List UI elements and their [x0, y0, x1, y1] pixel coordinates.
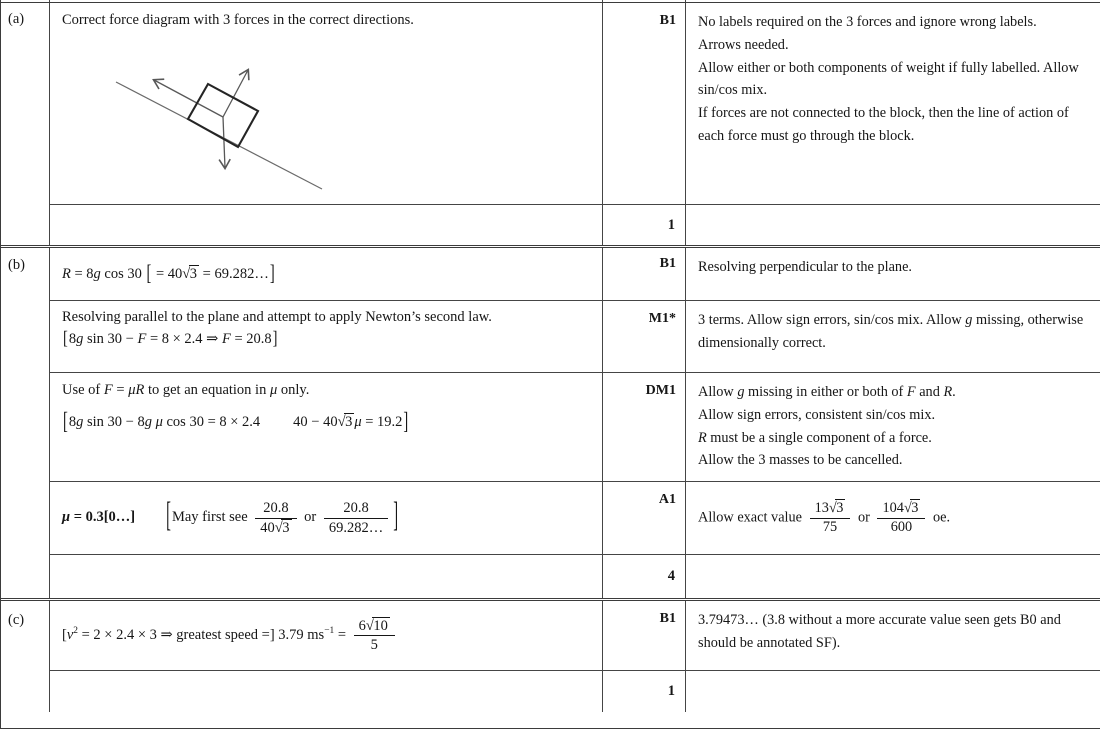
section-c: [1, 601, 1100, 712]
mark-c: B1: [603, 601, 686, 670]
comment-b4: Allow exact value $\frac{13√3}{75}$ or $\frac{104√3}{600}$ oe.: [686, 481, 1100, 554]
mark-b1: B1: [603, 248, 686, 300]
part-label-c: (c): [1, 601, 50, 712]
comment-b-total-empty: [686, 554, 1100, 598]
total-b: 4: [603, 554, 686, 598]
incline-line: [116, 82, 322, 189]
comment-c: 3.79473… (3.8 without a more accurate value seen gets B0 and should be annotated SF).: [698, 612, 1061, 651]
answer-b4: μ = 0.3[0…] [May first see $\frac{20.8}{40√3}$ or $\frac{20.8}{69.282\dots}$ ]: [50, 481, 603, 554]
answer-b-total-empty: [50, 554, 603, 598]
mark-a: B1: [603, 3, 686, 204]
part-label-b: (b): [1, 248, 50, 598]
block: [188, 84, 258, 147]
normal-reaction-arrow: [223, 70, 248, 117]
section-b: [1, 248, 1100, 598]
answer-c: [$v^2 = 2 \times 2.4 \times 3$ ⇒ greatest speed =] 3.79 $ms^{-1}$ = $\frac{6√10}{5}$: [50, 601, 603, 670]
friction-arrow: [154, 80, 223, 117]
mark-b2: M1*: [603, 300, 686, 372]
answer-a-text: Correct force diagram with 3 forces in the correct directions.: [62, 12, 414, 28]
comment-b1: Resolving perpendicular to the plane.: [698, 259, 912, 275]
answer-a: [50, 3, 603, 204]
answer-b3: Use of F = μR to get an equation in μ only. [8g sin 30 − 8g μ cos 30 = 8 × 2.4 40 − 40√3 μ = 19.2]: [50, 372, 603, 481]
total-c: 1: [603, 670, 686, 712]
mark-b4: A1: [603, 481, 686, 554]
part-label-a: (a): [1, 3, 50, 245]
force-diagram: [50, 3, 603, 204]
mark-b3: DM1: [603, 372, 686, 481]
section-a: [1, 3, 1100, 245]
answer-b1: R = 8g cos 30 [ = 40√3 = 69.282…]: [50, 248, 603, 300]
comment-a-total-empty: [686, 204, 1100, 245]
weight-arrow: [223, 117, 225, 168]
comment-a: No labels required on the 3 forces and ignore wrong labels. Arrows needed. Allow either or both components of weight if fully labelled. Allow sin/cos mix. If forces are not connected to the block, then the line of action of each force must go through the block.: [698, 14, 1079, 144]
answer-c-total-empty: [50, 670, 603, 712]
comment-b3: Allow g missing in either or both of F and R. Allow sign errors, consistent sin/cos mix. R must be a single component of a force. Allow the 3 masses to be cancelled.: [686, 372, 1100, 481]
comment-c-total-empty: [686, 670, 1100, 712]
comment-b2: 3 terms. Allow sign errors, sin/cos mix. Allow g missing, otherwise dimensionally correct.: [686, 300, 1100, 372]
total-a: 1: [603, 204, 686, 245]
answer-a-total-empty: [50, 204, 603, 245]
answer-b2: Resolving parallel to the plane and attempt to apply Newton’s second law. [8g sin 30 − F = 8 × 2.4 ⇒ F = 20.8]: [50, 300, 603, 372]
